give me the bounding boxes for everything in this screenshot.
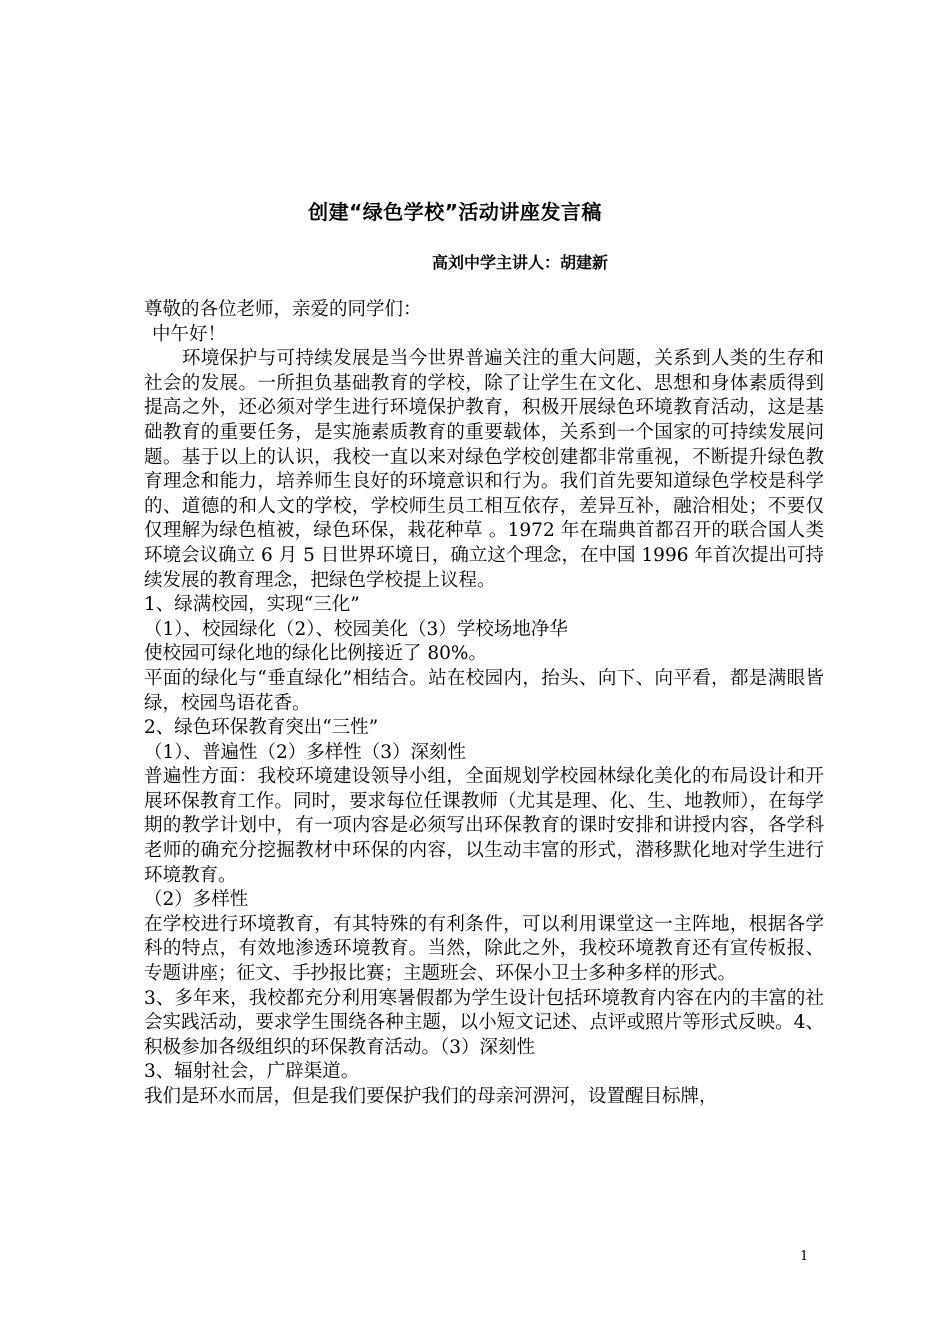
paragraph-universality: 普遍性方面：我校环境建设领导小组，全面规划学校园林绿化美化的布局设计和开展环保教育工作。同时，要求每位任课教师（尤其是理、化、生、地教师），在每学期的教学计划中，有一项内容是必须写出环保教育的课时安排和讲授内容，各学科老师的确充分挖掘教材中环保的内容，以生动丰富的形式，潜移默化地对学生进行环境教育。 bbox=[144, 766, 824, 886]
greeting: 中午好！ bbox=[152, 323, 227, 345]
document-title: 创建“绿色学校”活动讲座发言稿 bbox=[308, 200, 602, 224]
subheading-diversity: （2）多样性 bbox=[144, 889, 249, 911]
section-1-items: （1）、校园绿化（2）、校园美化（3）学校场地净华 bbox=[144, 618, 568, 640]
speaker-line: 高刘中学主讲人：胡建新 bbox=[432, 253, 609, 272]
paragraph-social-practice: 3、多年来，我校都充分利用寒暑假都为学生设计包括环境教育内容在内的丰富的社会实践活动，要求学生围绕各种主题，以小短文记述、点评或照片等形式反映。4、积极参加各级组织的环保教育活动。（3）深刻性 bbox=[144, 987, 824, 1058]
salutation: 尊敬的各位老师，亲爱的同学们： bbox=[144, 299, 422, 320]
document-body bbox=[144, 298, 824, 1110]
section-heading-3: 3、辐射社会，广辟渠道。 bbox=[144, 1061, 360, 1083]
section-heading-1: 1、绿满校园，实现“三化” bbox=[144, 594, 360, 616]
intro-paragraph: 环境保护与可持续发展是当今世界普遍关注的重大问题，关系到人类的生存和社会的发展。一所担负基础教育的学校，除了让学生在文化、思想和身体素质得到提高之外，还必须对学生进行环境保护教育，积极开展绿色环境教育活动，这是基础教育的重要任务，是实施素质教育的重要载体，关系到一个国家的可持续发展问题。基于以上的认识，我校一直以来对绿色学校创建都非常重视，不断提升绿色教育理念和能力，培养师生良好的环境意识和行为。我们首先要知道绿色学校是科学的、道德的和人文的学校，学校师生员工相互依存，差异互补，融洽相处；不要仅仅理解为绿色植被，绿色环保，栽花种草 。1972 年在瑞典首都召开的联合国人类环境会议确立 6 月 5 日世界环境日，确立这个理念，在中国 1996 年首次提出可持续发展的教育理念，把绿色学校提上议程。 bbox=[144, 348, 824, 591]
paragraph-river: 我们是环水而居，但是我们要保护我们的母亲河淠河，设置醒目标牌， bbox=[144, 1086, 718, 1107]
page-number: 1 bbox=[800, 1249, 809, 1264]
paragraph-vertical-greening: 平面的绿化与“垂直绿化”相结合。站在校园内，抬头、向下、向平看，都是满眼皆绿，校园鸟语花香。 bbox=[144, 667, 824, 714]
section-2-items: （1）、普遍性（2）多样性（3）深刻性 bbox=[144, 741, 467, 763]
paragraph-diversity: 在学校进行环境教育，有其特殊的有利条件，可以利用课堂这一主阵地，根据各学科的特点，有效地渗透环境教育。当然，除此之外，我校环境教育还有宣传板报、专题讲座；征文、手抄报比赛；主题班会、环保小卫士多种多样的形式。 bbox=[144, 913, 824, 985]
paragraph-green-ratio: 使校园可绿化地的绿化比例接近了 80%。 bbox=[144, 643, 488, 665]
section-heading-2: 2、绿色环保教育突出“三性” bbox=[144, 717, 379, 739]
